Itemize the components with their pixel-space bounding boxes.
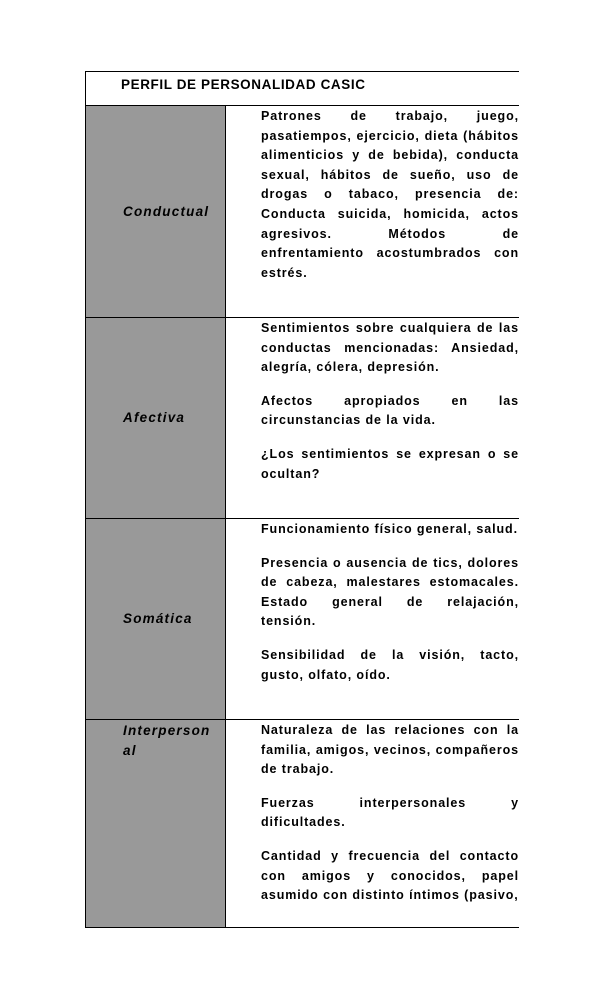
paragraph: Sentimientos sobre cualquiera de las conductas mencionadas: Ansiedad, alegría, cólera, depresión.: [261, 321, 519, 375]
paragraph: Fuerzas interpersonales y dificultades.: [261, 795, 519, 830]
table-row-interpersonal: [86, 720, 519, 927]
personality-profile-table: [85, 71, 519, 928]
table-row-afectiva: [86, 318, 519, 519]
paragraph: Presencia o ausencia de tics, dolores de cabeza, malestares estomacales. Estado general de relajación, tensión.: [261, 555, 519, 629]
row-content-somatica: [226, 519, 519, 719]
table-row-conductual: [86, 106, 519, 318]
row-content-interpersonal: [226, 720, 519, 927]
row-label-conductual: Conductual: [86, 106, 226, 317]
paragraph: Afectos apropiados en las circunstancias de la vida.: [261, 393, 519, 428]
row-content-afectiva: [226, 318, 519, 518]
table-title: PERFIL DE PERSONALIDAD CASIC: [86, 72, 519, 106]
paragraph: Funcionamiento físico general, salud.: [261, 522, 518, 536]
paragraph: Sensibilidad de la visión, tacto, gusto, olfato, oído.: [261, 647, 519, 682]
row-label-afectiva: Afectiva: [86, 318, 226, 518]
paragraph: ¿Los sentimientos se expresan o se ocultan?: [261, 446, 519, 481]
paragraph: Naturaleza de las relaciones con la familia, amigos, vecinos, compañeros de trabajo.: [261, 723, 519, 777]
paragraph: Cantidad y frecuencia del contacto con amigos y conocidos, papel asumido con distinto íntimos (pasivo,: [261, 848, 519, 903]
row-label-interpersonal: Interpersonal: [86, 720, 226, 927]
table-row-somatica: [86, 519, 519, 720]
paragraph: Patrones de trabajo, juego, pasatiempos, ejercicio, dieta (hábitos alimenticios y de bebida), conducta sexual, hábitos de sueño, uso de drogas o tabaco, presencia de: Conducta suicida, homicida, actos agresivos. Métodos de enfrentamiento acostumbrados con estrés.: [261, 109, 519, 280]
row-content-conductual: [226, 106, 519, 317]
row-label-somatica: Somática: [86, 519, 226, 719]
